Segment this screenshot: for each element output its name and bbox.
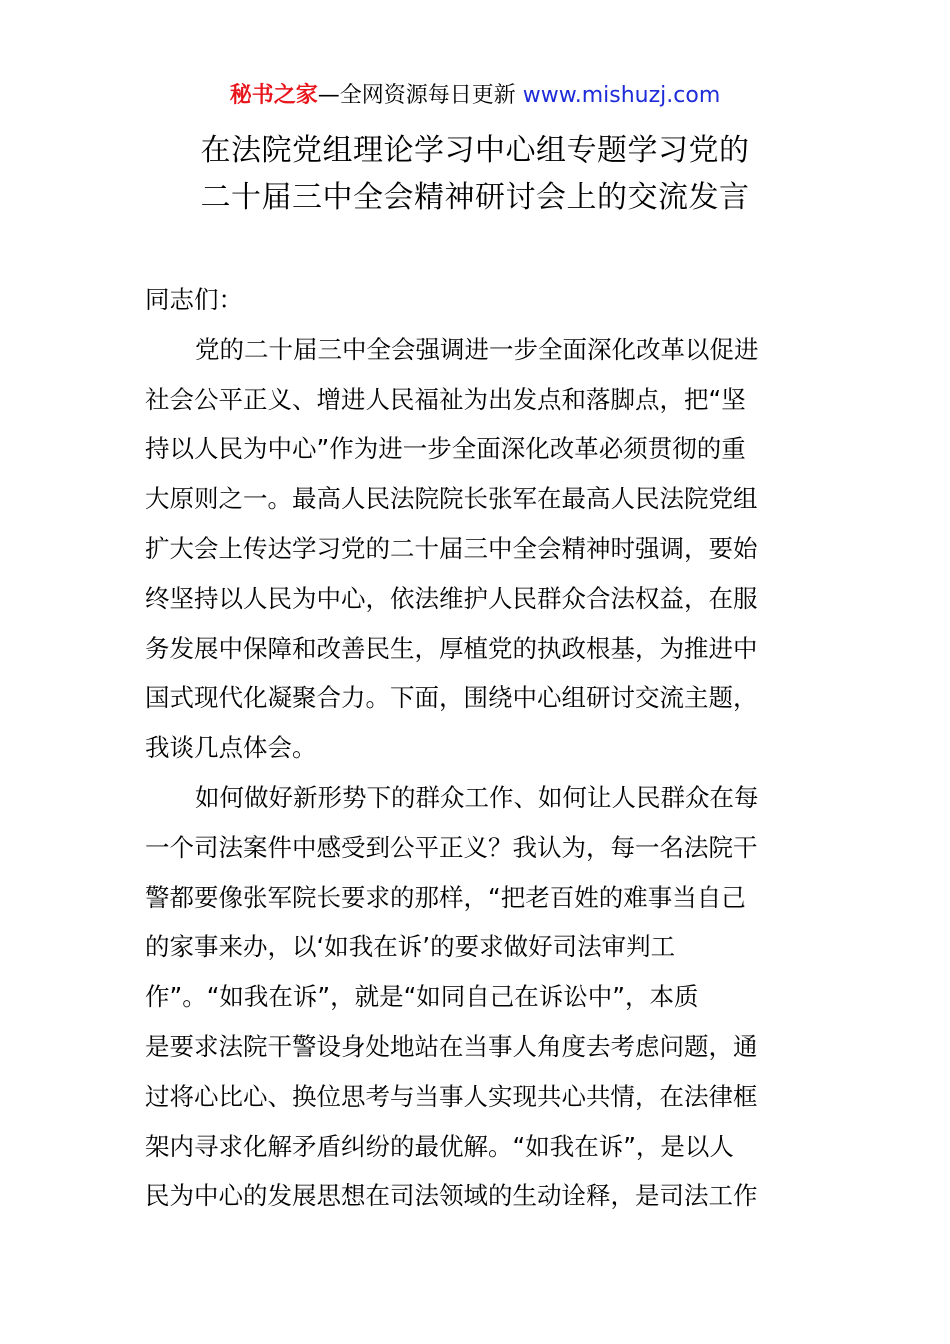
brand-name: 秘书之家 bbox=[229, 83, 318, 108]
paragraph-line: 我谈几点体会。 bbox=[145, 733, 317, 763]
paragraph-line: 警都要像张军院长要求的那样，“把老百姓的难事当自己 bbox=[145, 882, 746, 912]
paragraph-line: 民为中心的发展思想在司法领域的生动诠释，是司法工作 bbox=[145, 1181, 758, 1211]
paragraph-line: 一个司法案件中感受到公平正义？我认为，每一名法院干 bbox=[145, 832, 758, 862]
paragraph-line: 终坚持以人民为中心，依法维护人民群众合法权益，在服 bbox=[145, 583, 758, 613]
header-tagline: —全网资源每日更新 bbox=[317, 83, 516, 108]
site-url-link[interactable]: www.mishuzj.com bbox=[522, 83, 721, 108]
paragraph-line: 国式现代化凝聚合力。下面，围绕中心组研讨交流主题， bbox=[145, 683, 758, 713]
paragraph-line: 党的二十届三中全会强调进一步全面深化改革以促进 bbox=[195, 334, 759, 364]
document-body bbox=[145, 275, 807, 1221]
title-line-1: 在法院党组理论学习中心组专题学习党的 bbox=[200, 133, 750, 168]
paragraph-line: 的家事来办，以‘如我在诉’的要求做好司法审判工 bbox=[145, 932, 676, 962]
document-title bbox=[0, 127, 950, 221]
paragraph-line: 务发展中保障和改善民生，厚植党的执政根基，为推进中 bbox=[145, 633, 758, 663]
paragraph-line: 大原则之一。最高人民法院院长张军在最高人民法院党组 bbox=[145, 484, 758, 514]
salutation: 同志们： bbox=[145, 285, 243, 314]
title-line-2: 二十届三中全会精神研讨会上的交流发言 bbox=[200, 180, 750, 215]
paragraph-line: 架内寻求化解矛盾纠纷的最优解。“如我在诉”，是以人 bbox=[145, 1131, 734, 1161]
paragraph-line: 如何做好新形势下的群众工作、如何让人民群众在每 bbox=[195, 782, 759, 812]
paragraph-line: 持以人民为中心”作为进一步全面深化改革必须贯彻的重 bbox=[145, 434, 746, 464]
paragraph-line: 是要求法院干警设身处地站在当事人角度去考虑问题，通 bbox=[145, 1031, 758, 1061]
site-header bbox=[0, 80, 950, 112]
paragraph-line: 社会公平正义、增进人民福祉为出发点和落脚点，把“坚 bbox=[145, 384, 746, 414]
paragraph-line: 扩大会上传达学习党的二十届三中全会精神时强调，要始 bbox=[145, 533, 758, 563]
paragraph-line: 作”。“如我在诉”，就是“如同自己在诉讼中”，本质 bbox=[145, 982, 699, 1012]
paragraph-line: 过将心比心、换位思考与当事人实现共心共情，在法律框 bbox=[145, 1081, 758, 1111]
